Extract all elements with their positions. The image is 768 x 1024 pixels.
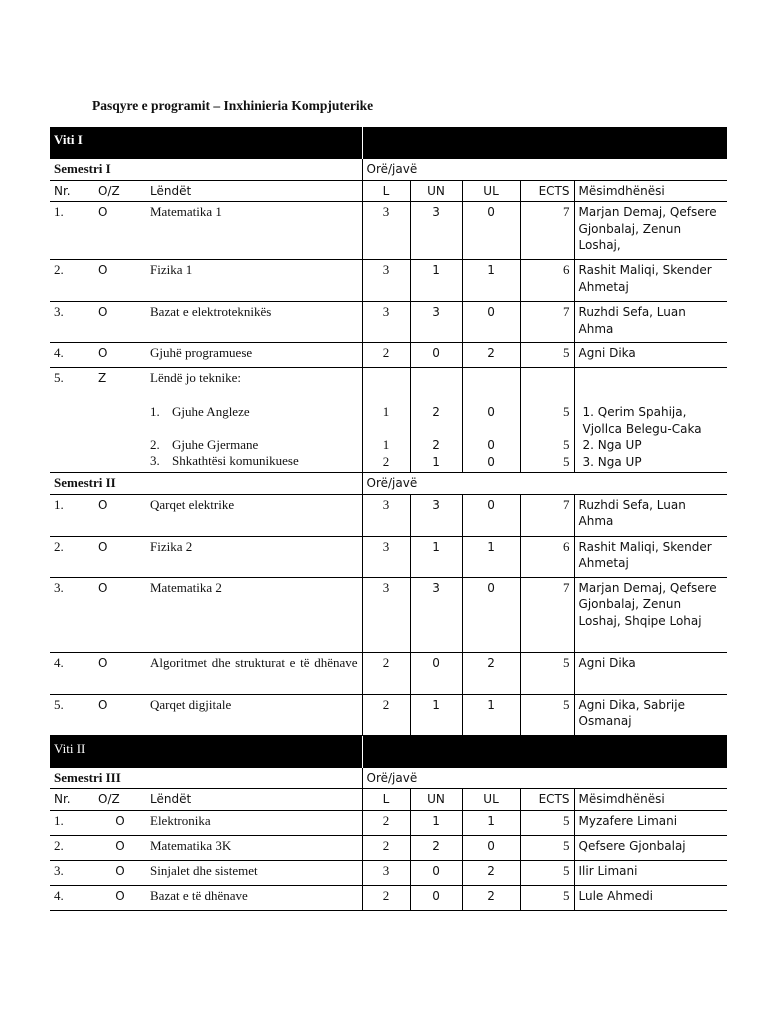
year-header bbox=[50, 127, 727, 159]
semester-header bbox=[50, 159, 727, 180]
course-exercises: 0 bbox=[410, 885, 462, 910]
elective-un: 1 bbox=[432, 454, 440, 469]
course-nr: 2. bbox=[50, 260, 94, 302]
col-teacher: Mësimdhënësi bbox=[574, 180, 727, 202]
elective-un: 2 bbox=[432, 438, 440, 452]
course-row bbox=[50, 577, 727, 652]
col-ects: ECTS bbox=[520, 180, 574, 202]
course-ects: 6 bbox=[520, 260, 574, 302]
column-headers bbox=[50, 789, 727, 811]
course-exercises: 2 bbox=[410, 835, 462, 860]
course-ects: 7 bbox=[520, 302, 574, 343]
elective-un-values bbox=[410, 368, 462, 473]
elective-item bbox=[150, 437, 358, 454]
col-subjects: Lëndët bbox=[146, 789, 362, 811]
course-row bbox=[50, 810, 727, 835]
course-teacher: Myzafere Limani bbox=[574, 810, 727, 835]
elective-item-name: Gjuhe Angleze bbox=[172, 403, 250, 419]
course-type: O bbox=[94, 885, 146, 910]
course-teacher: Ilir Limani bbox=[574, 860, 727, 885]
course-exercises: 1 bbox=[410, 810, 462, 835]
course-name: Gjuhë programuese bbox=[146, 343, 362, 368]
course-row bbox=[50, 302, 727, 343]
elective-item bbox=[150, 404, 358, 437]
course-lectures: 2 bbox=[362, 694, 410, 735]
elective-item-number: 1. bbox=[150, 403, 160, 419]
course-name: Bazat e të dhënave bbox=[146, 885, 362, 910]
course-exercises: 1 bbox=[410, 694, 462, 735]
course-teacher: Marjan Demaj, Qefsere Gjonbalaj, Zenun Loshaj, bbox=[574, 202, 727, 260]
course-exercises: 3 bbox=[410, 577, 462, 652]
course-labs: 0 bbox=[462, 835, 520, 860]
elective-teacher: Vjollca Belegu-Caka bbox=[582, 421, 702, 436]
course-row bbox=[50, 202, 727, 260]
course-teacher: Marjan Demaj, Qefsere Gjonbalaj, Zenun Loshaj, Shqipe Lohaj bbox=[574, 577, 727, 652]
elective-teacher: 1. Qerim Spahija, bbox=[582, 405, 687, 419]
course-row bbox=[50, 694, 727, 735]
elective-ul-values bbox=[462, 368, 520, 473]
course-nr: 4. bbox=[50, 343, 94, 368]
course-teacher: Agni Dika bbox=[574, 343, 727, 368]
elective-ects: 5 bbox=[563, 437, 570, 452]
course-nr: 3. bbox=[50, 860, 94, 885]
course-name: Bazat e elektroteknikës bbox=[146, 302, 362, 343]
course-exercises: 0 bbox=[410, 343, 462, 368]
course-teacher: Ruzhdi Sefa, Luan Ahma bbox=[574, 494, 727, 536]
year-label: Viti I bbox=[50, 127, 362, 159]
course-type: O bbox=[94, 343, 146, 368]
course-nr: 1. bbox=[50, 494, 94, 536]
course-name: Fizika 2 bbox=[146, 536, 362, 577]
elective-teacher: 3. Nga UP bbox=[582, 454, 642, 469]
course-lectures: 3 bbox=[362, 860, 410, 885]
semester-label: Semestri II bbox=[50, 473, 362, 495]
year-header bbox=[50, 735, 727, 768]
course-nr: 4. bbox=[50, 652, 94, 694]
course-labs: 0 bbox=[462, 302, 520, 343]
semester-header bbox=[50, 473, 727, 495]
course-type: O bbox=[94, 302, 146, 343]
course-nr: 3. bbox=[50, 302, 94, 343]
elective-l: 1 bbox=[382, 404, 390, 419]
course-exercises: 3 bbox=[410, 494, 462, 536]
course-lectures: 3 bbox=[362, 536, 410, 577]
course-name: Sinjalet dhe sistemet bbox=[146, 860, 362, 885]
col-teacher: Mësimdhënësi bbox=[574, 789, 727, 811]
course-labs: 1 bbox=[462, 810, 520, 835]
course-lectures: 3 bbox=[362, 202, 410, 260]
course-teacher: Rashit Maliqi, Skender Ahmetaj bbox=[574, 536, 727, 577]
course-name: Matematika 2 bbox=[146, 577, 362, 652]
course-nr: 1. bbox=[50, 810, 94, 835]
hours-per-week-label: Orë/javë bbox=[362, 473, 727, 495]
course-exercises: 0 bbox=[410, 860, 462, 885]
course-name: Elektronika bbox=[146, 810, 362, 835]
course-type: O bbox=[94, 536, 146, 577]
course-lectures: 3 bbox=[362, 577, 410, 652]
elective-item-number: 3. bbox=[150, 453, 160, 468]
elective-ects: 5 bbox=[563, 453, 570, 469]
elective-item-number: 2. bbox=[150, 436, 160, 452]
course-nr: 2. bbox=[50, 835, 94, 860]
course-nr: 3. bbox=[50, 577, 94, 652]
course-type: O bbox=[94, 202, 146, 260]
elective-ul: 0 bbox=[487, 438, 495, 452]
course-labs: 0 bbox=[462, 577, 520, 652]
course-teacher: Qefsere Gjonbalaj bbox=[574, 835, 727, 860]
year-filler bbox=[362, 735, 727, 768]
elective-l: 2 bbox=[382, 453, 390, 469]
course-exercises: 1 bbox=[410, 260, 462, 302]
course-exercises: 3 bbox=[410, 202, 462, 260]
elective-ul: 0 bbox=[487, 454, 495, 469]
course-labs: 1 bbox=[462, 536, 520, 577]
course-name: Matematika 1 bbox=[146, 202, 362, 260]
course-type: O bbox=[94, 810, 146, 835]
year-label: Viti II bbox=[50, 735, 362, 768]
course-ects: 5 bbox=[520, 835, 574, 860]
elective-row bbox=[50, 368, 727, 473]
course-name: Algoritmet dhe strukturat e të dhënave bbox=[146, 652, 362, 694]
course-labs: 0 bbox=[462, 494, 520, 536]
course-nr: 2. bbox=[50, 536, 94, 577]
elective-list bbox=[146, 368, 362, 473]
course-row bbox=[50, 494, 727, 536]
elective-teacher: 2. Nga UP bbox=[582, 438, 642, 452]
elective-ects: 5 bbox=[563, 404, 570, 419]
course-row bbox=[50, 536, 727, 577]
course-exercises: 1 bbox=[410, 536, 462, 577]
course-lectures: 2 bbox=[362, 835, 410, 860]
elective-item-name: Gjuhe Gjermane bbox=[172, 436, 259, 452]
course-ects: 5 bbox=[520, 810, 574, 835]
elective-l-values bbox=[362, 368, 410, 473]
course-type: O bbox=[94, 260, 146, 302]
course-exercises: 0 bbox=[410, 652, 462, 694]
semester-header bbox=[50, 768, 727, 789]
course-row bbox=[50, 885, 727, 910]
col-un: UN bbox=[410, 789, 462, 811]
course-type: O bbox=[94, 494, 146, 536]
elective-item bbox=[150, 453, 358, 470]
course-exercises: 3 bbox=[410, 302, 462, 343]
course-nr: 5. bbox=[50, 368, 94, 473]
course-name: Matematika 3K bbox=[146, 835, 362, 860]
course-labs: 2 bbox=[462, 652, 520, 694]
elective-l: 1 bbox=[382, 437, 390, 452]
course-type: O bbox=[94, 860, 146, 885]
course-lectures: 2 bbox=[362, 343, 410, 368]
course-labs: 1 bbox=[462, 694, 520, 735]
course-row bbox=[50, 343, 727, 368]
elective-un: 2 bbox=[432, 405, 440, 419]
course-teacher: Agni Dika, Sabrije Osmanaj bbox=[574, 694, 727, 735]
course-lectures: 3 bbox=[362, 302, 410, 343]
course-labs: 0 bbox=[462, 202, 520, 260]
col-oz: O/Z bbox=[94, 789, 146, 811]
course-lectures: 2 bbox=[362, 652, 410, 694]
semester-label: Semestri III bbox=[50, 768, 362, 789]
course-ects: 5 bbox=[520, 860, 574, 885]
course-type: Z bbox=[94, 368, 146, 473]
program-table bbox=[50, 127, 727, 911]
course-teacher: Agni Dika bbox=[574, 652, 727, 694]
course-type: O bbox=[94, 835, 146, 860]
elective-ul: 0 bbox=[487, 405, 495, 419]
course-type: O bbox=[94, 652, 146, 694]
hours-per-week-label: Orë/javë bbox=[362, 159, 727, 180]
course-lectures: 3 bbox=[362, 260, 410, 302]
elective-item-name: Shkathtësi komunikuese bbox=[172, 453, 299, 468]
course-labs: 2 bbox=[462, 860, 520, 885]
course-labs: 2 bbox=[462, 885, 520, 910]
course-teacher: Lule Ahmedi bbox=[574, 885, 727, 910]
course-teacher: Rashit Maliqi, Skender Ahmetaj bbox=[574, 260, 727, 302]
course-name: Fizika 1 bbox=[146, 260, 362, 302]
course-row bbox=[50, 260, 727, 302]
course-ects: 5 bbox=[520, 652, 574, 694]
course-lectures: 2 bbox=[362, 810, 410, 835]
elective-heading: Lëndë jo teknike: bbox=[150, 370, 241, 385]
course-name: Qarqet elektrike bbox=[146, 494, 362, 536]
col-ects: ECTS bbox=[520, 789, 574, 811]
course-ects: 5 bbox=[520, 694, 574, 735]
semester-label: Semestri I bbox=[50, 159, 362, 180]
course-labs: 2 bbox=[462, 343, 520, 368]
col-ul: UL bbox=[462, 180, 520, 202]
elective-ects-values bbox=[520, 368, 574, 473]
course-lectures: 2 bbox=[362, 885, 410, 910]
col-oz: O/Z bbox=[94, 180, 146, 202]
course-name: Qarqet digjitale bbox=[146, 694, 362, 735]
course-type: O bbox=[94, 694, 146, 735]
course-ects: 7 bbox=[520, 494, 574, 536]
elective-teachers bbox=[574, 368, 727, 473]
course-type: O bbox=[94, 577, 146, 652]
hours-per-week-label: Orë/javë bbox=[362, 768, 727, 789]
course-nr: 1. bbox=[50, 202, 94, 260]
course-lectures: 3 bbox=[362, 494, 410, 536]
course-row bbox=[50, 652, 727, 694]
course-teacher: Ruzhdi Sefa, Luan Ahma bbox=[574, 302, 727, 343]
year-filler bbox=[362, 127, 727, 159]
course-ects: 6 bbox=[520, 536, 574, 577]
document-title: Pasqyre e programit – Inxhinieria Kompjuterike bbox=[92, 98, 374, 113]
course-ects: 5 bbox=[520, 885, 574, 910]
col-subjects: Lëndët bbox=[146, 180, 362, 202]
col-l: L bbox=[362, 180, 410, 202]
course-nr: 4. bbox=[50, 885, 94, 910]
course-row bbox=[50, 835, 727, 860]
col-nr: Nr. bbox=[50, 180, 94, 202]
course-row bbox=[50, 860, 727, 885]
col-nr: Nr. bbox=[50, 789, 94, 811]
col-l: L bbox=[362, 789, 410, 811]
course-nr: 5. bbox=[50, 694, 94, 735]
col-ul: UL bbox=[462, 789, 520, 811]
column-headers bbox=[50, 180, 727, 202]
course-ects: 5 bbox=[520, 343, 574, 368]
col-un: UN bbox=[410, 180, 462, 202]
course-ects: 7 bbox=[520, 577, 574, 652]
course-ects: 7 bbox=[520, 202, 574, 260]
course-labs: 1 bbox=[462, 260, 520, 302]
